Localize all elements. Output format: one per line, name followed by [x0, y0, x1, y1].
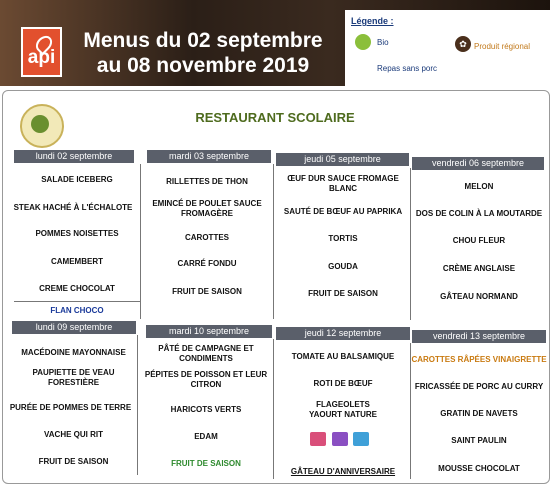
menu-item: FRUIT DE SAISON	[38, 457, 109, 466]
day-header-vendredi-06: vendredi 06 septembre	[412, 157, 544, 170]
regional-icon: ✿	[455, 36, 471, 52]
menu-item: GÂTEAU NORMAND	[440, 292, 518, 301]
title-line-1: Menus du 02 septembre	[83, 29, 323, 52]
api-logo	[21, 27, 62, 77]
day-header-vendredi-13: vendredi 13 septembre	[412, 330, 546, 343]
title-line-2: au 08 novembre 2019	[96, 54, 310, 77]
day-header-mardi-03: mardi 03 septembre	[147, 150, 271, 163]
menu-item-sans-porc: FLAN CHOCO	[50, 306, 104, 315]
legend	[345, 10, 550, 86]
day-header-jeudi-12: jeudi 12 septembre	[276, 327, 410, 340]
day-header-jeudi-05: jeudi 05 septembre	[276, 153, 409, 166]
menu-item: CARRÉ FONDU	[177, 259, 237, 268]
day-header-lundi-09: lundi 09 septembre	[12, 321, 136, 334]
legend-sans-porc: Repas sans porc	[377, 64, 438, 73]
menu-item: MELON	[464, 182, 494, 191]
menu-item: PÂTÉ DE CAMPAGNE ET CONDIMENTS	[158, 344, 254, 363]
cake-icon	[332, 432, 348, 446]
menu-item: FRUIT DE SAISON	[308, 289, 378, 298]
bio-icon	[355, 34, 371, 50]
day-header-lundi-02: lundi 02 septembre	[14, 150, 134, 163]
menu-item: DOS DE COLIN À LA MOUTARDE	[415, 209, 543, 218]
menu-item: VACHE QUI RIT	[44, 430, 103, 439]
menu-item: PURÉE DE POMMES DE TERRE	[9, 403, 132, 412]
day-header-mardi-10: mardi 10 septembre	[146, 325, 272, 338]
header-banner	[0, 0, 550, 86]
menu-item: CRÈME ANGLAISE	[442, 264, 516, 273]
menu-item: MACÉDOINE MAYONNAISE	[21, 348, 126, 357]
menu-item: GOUDA	[328, 262, 358, 271]
menu-item-regional: CAROTTES RÂPÉES VINAIGRETTE	[411, 355, 547, 364]
menu-item: GÂTEAU D'ANNIVERSAIRE	[290, 467, 396, 476]
cake-icon	[353, 432, 369, 446]
menu-item: SAUTÉ DE BŒUF AU PAPRIKA	[283, 207, 403, 216]
menu-item: TORTIS	[328, 234, 358, 243]
menu-item-bio: FRUIT DE SAISON	[171, 459, 241, 468]
menu-item: CAROTTES	[185, 233, 229, 242]
menu-item: FRUIT DE SAISON	[172, 287, 242, 296]
menu-item: CAMEMBERT	[51, 257, 103, 266]
menu-item: PÉPITES DE POISSON ET LEUR CITRON	[144, 370, 268, 389]
menu-item: ŒUF DUR SAUCE FROMAGE BLANC	[287, 174, 399, 193]
menu-item: HARICOTS VERTS	[170, 405, 242, 414]
menu-item: GRATIN DE NAVETS	[440, 409, 518, 418]
menu-item: STEAK HACHÉ À L'ÉCHALOTE	[13, 203, 133, 212]
menu-item: MOUSSE CHOCOLAT	[438, 464, 520, 473]
legend-bio: Bio	[377, 38, 389, 47]
menu-item: EMINCÉ DE POULET SAUCE FROMAGÈRE	[152, 199, 262, 218]
menu-item: TOMATE AU BALSAMIQUE	[291, 352, 395, 361]
menu-item: RILLETTES DE THON	[166, 177, 248, 186]
menu-item: SAINT PAULIN	[451, 436, 507, 445]
menu-item: FLAGEOLETS YAOURT NATURE	[308, 400, 377, 419]
menu-item: FRICASSÉE DE PORC AU CURRY	[414, 382, 544, 391]
menu-item: SALADE ICEBERG	[41, 175, 113, 184]
menu-item: CHOU FLEUR	[452, 236, 506, 245]
menu-item: POMMES NOISETTES	[35, 229, 119, 238]
menu-item: EDAM	[194, 432, 218, 441]
legend-title: Légende :	[351, 16, 394, 26]
menu-item: CREME CHOCOLAT	[39, 284, 115, 293]
legend-regional: Produit régional	[474, 42, 531, 51]
menu-item: PAUPIETTE DE VEAU FORESTIÈRE	[32, 368, 115, 387]
brand-label: api	[27, 47, 56, 68]
restaurant-title: RESTAURANT SCOLAIRE	[195, 110, 355, 125]
menu-item: ROTI DE BŒUF	[313, 379, 373, 388]
page-title	[68, 28, 338, 78]
restaurant-badge-icon	[20, 104, 64, 148]
cake-icon	[310, 432, 326, 446]
